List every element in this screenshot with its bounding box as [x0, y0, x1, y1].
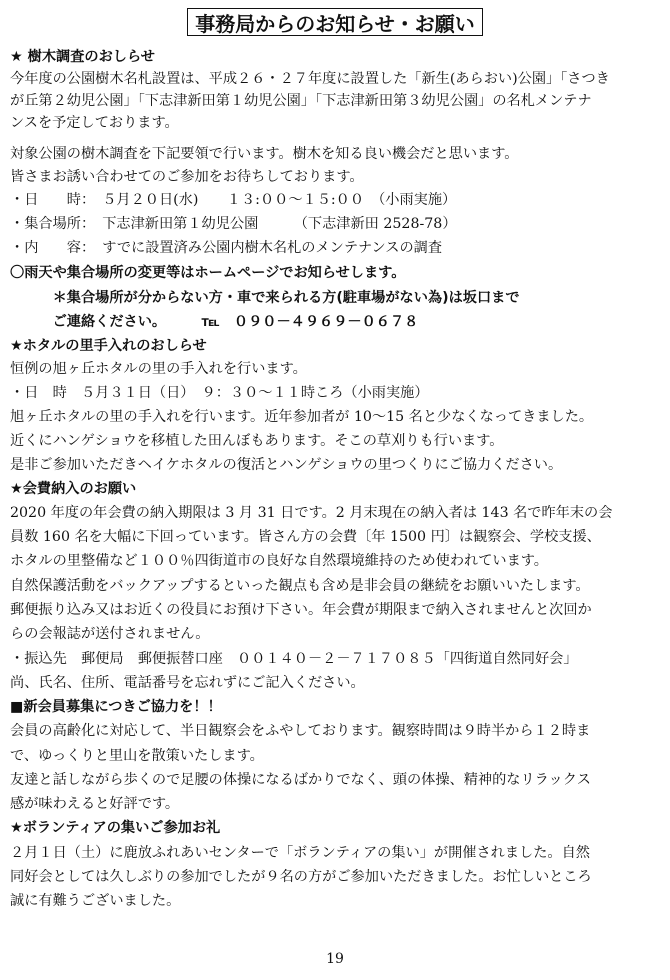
- section-heading-volunteer: ★ボランティアの集いご参加お礼: [10, 820, 221, 836]
- section-heading-membership-fee: ★会費納入のお願い: [10, 481, 137, 497]
- section-heading-new-members: ■新会員募集につきご協力を！！: [10, 699, 222, 715]
- schedule-date-line: ・日 時： ５月２０日(水) １３:００～１５:００ （小雨実施）: [10, 192, 457, 208]
- section-heading-firefly: ★ホタルの里手入れのおしらせ: [10, 338, 207, 354]
- paragraph-line: らの会報誌が送付されません。: [10, 626, 210, 642]
- paragraph-line: 旭ヶ丘ホタルの里の手入れを行います。近年参加者が 10～15 名と少なくなってきました。: [10, 409, 594, 425]
- rain-notice-line: 〇雨天や集合場所の変更等はホームページでお知らせします。: [10, 265, 406, 281]
- paragraph-line: 今年度の公園樹木名札設置は、平成２６・２７年度に設置した「新生(あらおい)公園」「さつき: [10, 71, 610, 87]
- schedule-place-line: ・集合場所： 下志津新田第１幼児公園 （下志津新田 2528-78）: [10, 216, 457, 232]
- paragraph-line: 皆さまお誘い合わせてのご参加をお待ちしております。: [10, 169, 364, 185]
- meeting-contact-line: ＊集合場所が分からない方・車で来られる方(駐車場がない為)は坂口まで: [10, 290, 520, 306]
- paragraph-line: が丘第２幼児公園」「下志津新田第１幼児公園」「下志津新田第３幼児公園」の名札メンテナ: [10, 93, 592, 109]
- paragraph-line: 員数 160 名を大幅に下回っています。皆さん方の会費〔年 1500 円〕は観察会、学校支援、: [10, 529, 601, 545]
- schedule-content-line: ・内 容： すでに設置済み公園内樹木名札のメンテナンスの調査: [10, 240, 443, 256]
- paragraph-line: 感が味わえると好評です。: [10, 796, 180, 812]
- paragraph-line: 近くにハンゲショウを移植した田んぼもあります。そこの草刈りも行います。: [10, 433, 504, 449]
- paragraph-line: 対象公園の樹木調査を下記要領で行います。樹木を知る良い機会だと思います。: [10, 146, 519, 162]
- phone-contact-line: ご連絡ください。 ℡ ０９０－４９６９－０６７８: [10, 314, 419, 330]
- paragraph-line: 自然保護活動をバックアップするといった観点も含め是非会員の継続をお願いいたします。: [10, 578, 590, 594]
- paragraph-line: 2020 年度の年会費の納入期限は 3 月 31 日です。2 月末現在の納入者は 143 名で昨年末の会: [10, 505, 613, 521]
- transfer-account-line: ・振込先 郵便局 郵便振替口座 ００１４０－２－７１７０８５「四街道自然同好会」: [10, 651, 578, 667]
- paragraph-line: 恒例の旭ヶ丘ホタルの里の手入れを行います。: [10, 361, 307, 377]
- paragraph-line: 尚、氏名、住所、電話番号を忘れずにご記入ください。: [10, 675, 365, 691]
- paragraph-line: ンスを予定しております。: [10, 115, 179, 131]
- schedule-date-line: ・日 時 ５月３１日（日） ９：３０～１１時ころ（小雨実施）: [10, 385, 429, 401]
- paragraph-line: 会員の高齢化に対応して、半日観察会をふやしております。観察時間は９時半から１２時ま: [10, 723, 591, 739]
- paragraph-line: 同好会としては久しぶりの参加でしたが９名の方がご参加いただきました。お忙しいところ: [10, 869, 592, 885]
- paragraph-line: で、ゆっくりと里山を散策いたします。: [10, 748, 264, 764]
- page-title: 事務局からのお知らせ・お願い: [195, 11, 475, 36]
- paragraph-line: 是非ご参加いただきヘイケホタルの復活とハンゲショウの里つくりにご協力ください。: [10, 457, 563, 473]
- paragraph-line: 誠に有難うございました。: [10, 893, 181, 909]
- title-box: [187, 8, 483, 36]
- page-number: 19: [326, 951, 344, 967]
- section-heading-tree-survey: ★ 樹木調査のおしらせ: [10, 49, 155, 65]
- paragraph-line: 友達と話しながら歩くので足腰の体操になるばかりでなく、頭の体操、精神的なリラックス: [10, 772, 591, 788]
- paragraph-line: ２月１日（土）に鹿放ふれあいセンターで「ボランティアの集い」が開催されました。自然: [10, 845, 590, 861]
- paragraph-line: 郵便振り込み又はお近くの役員にお預け下さい。年会費が期限まで納入されませんと次回か: [10, 602, 592, 618]
- paragraph-line: ホタルの里整備など１００％四街道市の良好な自然環境維持のため使われています。: [10, 553, 548, 569]
